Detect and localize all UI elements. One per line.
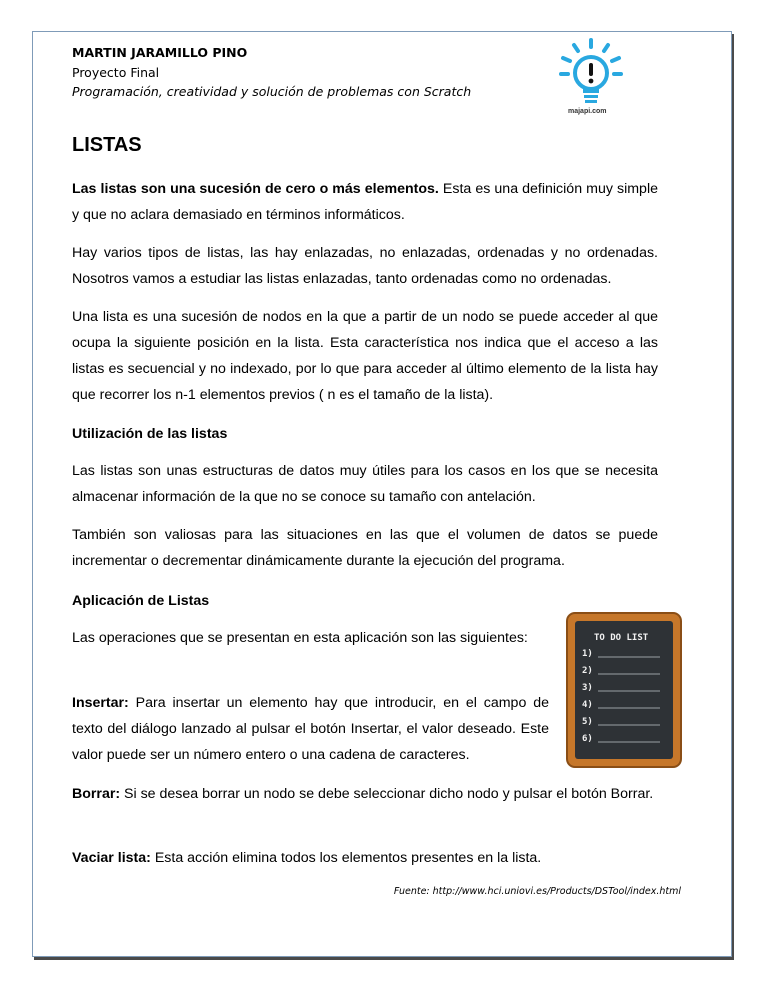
- board-item-4: 4): [582, 700, 593, 710]
- empty-bold: Vaciar lista:: [72, 850, 151, 866]
- board-item-1: 1): [582, 649, 593, 659]
- definition-text: Esta es una definición muy simple y que no aclara demasiado en términos informáticos.: [72, 181, 658, 223]
- paragraph-dynamic: También son valiosas para las situaciones en las que el volumen de datos se puede incrementar o decrementar dinámicamente durante la ejecución del programa.: [72, 527, 658, 569]
- board-title: TO DO LIST: [594, 633, 649, 643]
- empty-text: Esta acción elimina todos los elementos presentes en la lista.: [150, 850, 542, 866]
- insert-bold: Insertar:: [72, 695, 129, 711]
- paragraph-empty: [72, 845, 658, 871]
- header-project: Proyecto Final: [72, 65, 160, 80]
- header-course: Programación, creatividad y solución de problemas con Scratch: [72, 84, 472, 99]
- page-title: LISTAS: [72, 134, 142, 156]
- board-item-5: 5): [582, 717, 593, 727]
- delete-bold: Borrar:: [72, 786, 121, 802]
- todo-list-chalkboard-image: [566, 612, 682, 768]
- paragraph-definition: [72, 176, 658, 228]
- paragraph-operations: Las operaciones que se presentan en esta aplicación son las siguientes:: [72, 630, 528, 646]
- insert-text: Para insertar un elemento hay que introducir, en el campo de texto del diálogo lanzado al pulsar el botón Insertar, el valor deseado. Este valor puede ser un número entero o una cadena de caracteres.: [72, 695, 549, 763]
- paragraph-nodes: Una lista es una sucesión de nodos en la que a partir de un nodo se puede acceder al que ocupa la siguiente posición en la lista. Esta característica nos indica que el acceso a las listas es secuencial y no indexado, por lo que para acceder al último elemento de la lista hay que recorrer los n-1 elementos previos ( n es el tamaño de la lista).: [72, 309, 658, 403]
- board-item-2: 2): [582, 666, 593, 676]
- logo-text: majapi.com: [568, 108, 607, 115]
- paragraph-insert: [72, 690, 549, 768]
- source-citation: Fuente: http://www.hci.uniovi.es/Products/DSTool/index.html: [393, 886, 681, 897]
- delete-text: Si se desea borrar un nodo se debe seleccionar dicho nodo y pulsar el botón Borrar.: [120, 786, 654, 802]
- lightbulb-logo-icon: [556, 36, 626, 116]
- board-item-6: 6): [582, 734, 593, 744]
- definition-bold: Las listas son una sucesión de cero o más elementos.: [72, 181, 439, 197]
- paragraph-utility: Las listas son unas estructuras de datos muy útiles para los casos en los que se necesita almacenar información de la que no se conoce su tamaño con antelación.: [72, 463, 658, 505]
- paragraph-types: Hay varios tipos de listas, las hay enlazadas, no enlazadas, ordenadas y no ordenadas. Nosotros vamos a estudiar las listas enlazadas, tanto ordenadas como no ordenadas.: [72, 245, 658, 287]
- paragraph-delete: [72, 781, 658, 807]
- heading-application: Aplicación de Listas: [72, 593, 210, 609]
- board-item-3: 3): [582, 683, 593, 693]
- heading-utilization: Utilización de las listas: [72, 426, 228, 442]
- header-author: MARTIN JARAMILLO PINO: [72, 45, 248, 60]
